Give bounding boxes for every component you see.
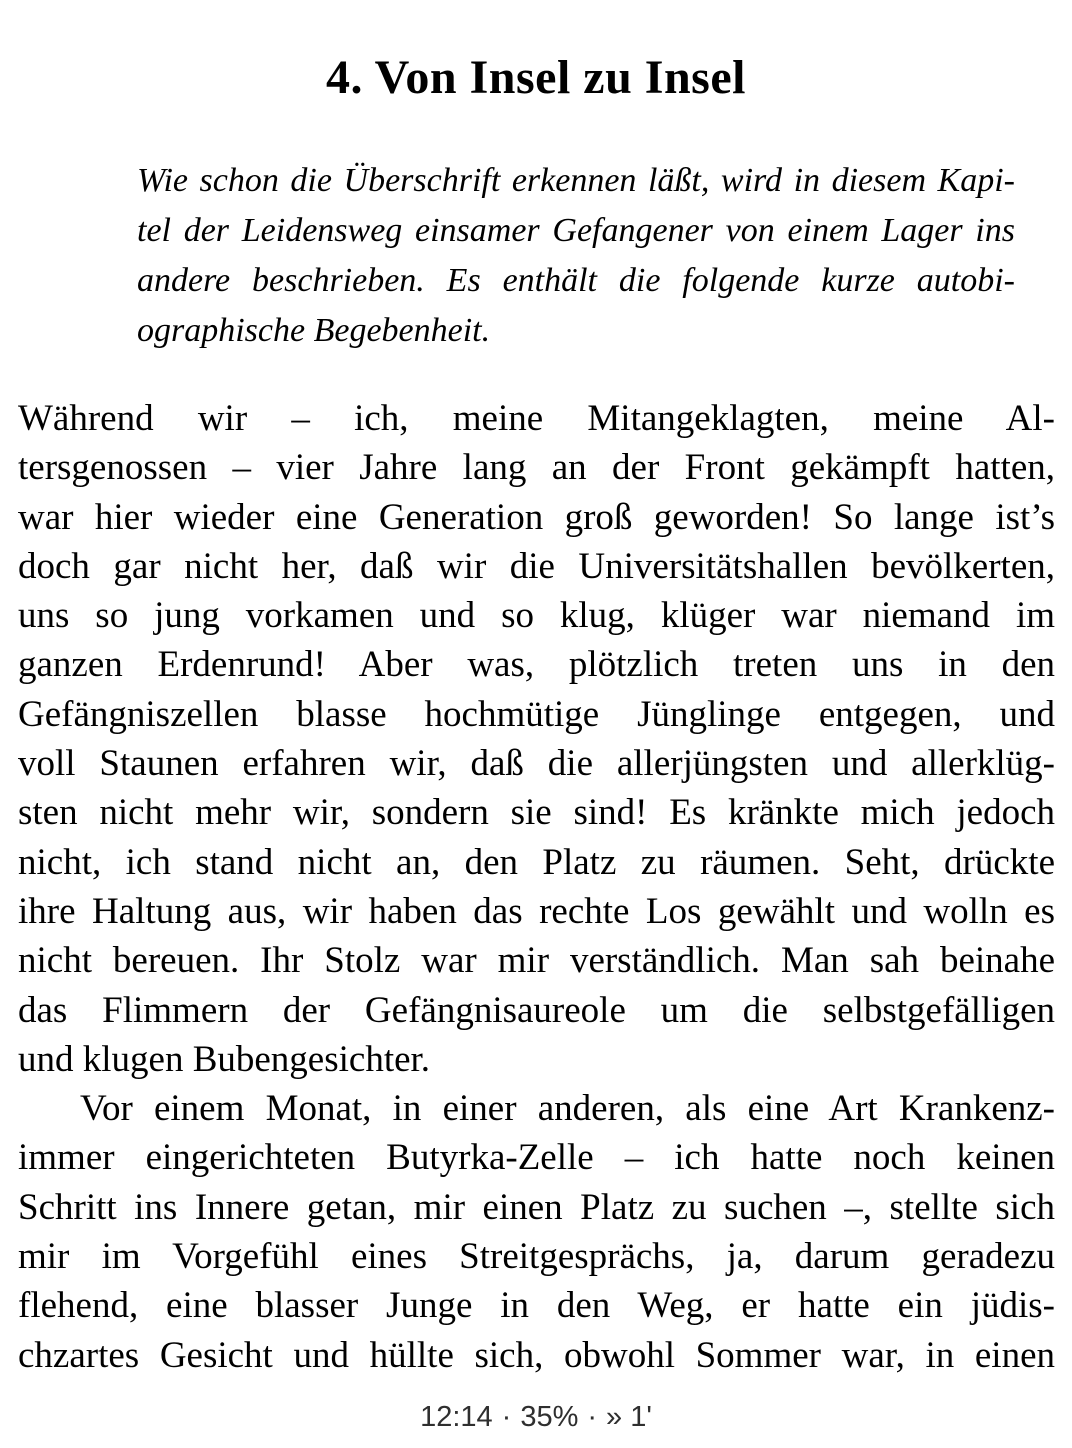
status-chapter-time-left: » 1' bbox=[606, 1401, 652, 1433]
text-line: tersgenossen – vier Jahre lang an der Front gekämpft hatten, bbox=[18, 447, 1055, 489]
text-line: immer eingerichteten Butyrka-Zelle – ich hatte noch keinen bbox=[18, 1137, 1055, 1179]
text-line: war hier wieder eine Generation groß geworden! So lange ist’s bbox=[18, 496, 1055, 538]
text-line: Schritt ins Innere getan, mir einen Platz zu suchen –, stellte sich bbox=[18, 1186, 1055, 1228]
text-line: ganzen Erdenrund! Aber was, plötzlich treten uns in den bbox=[18, 644, 1055, 686]
paragraph bbox=[18, 1084, 1055, 1380]
text-line: ographische Begebenheit. bbox=[137, 312, 491, 349]
text-line: voll Staunen erfahren wir, daß die allerjüngsten und allerklüg- bbox=[18, 743, 1055, 785]
text-line: doch gar nicht her, daß wir die Universitätshallen bevölkerten, bbox=[18, 545, 1055, 587]
text-line: Vor einem Monat, in einer anderen, als eine Art Krankenz- bbox=[80, 1088, 1055, 1130]
status-separator-icon: · bbox=[587, 1401, 598, 1433]
status-bar[interactable] bbox=[0, 1398, 1072, 1436]
text-line: andere beschrieben. Es enthält die folgende kurze autobi- bbox=[137, 262, 1015, 299]
body-text bbox=[18, 394, 1055, 1380]
chapter-epigraph bbox=[137, 156, 1015, 356]
text-line: das Flimmern der Gefängnisaureole um die selbstgefälligen bbox=[18, 989, 1055, 1031]
status-separator-icon: · bbox=[501, 1401, 512, 1433]
text-line: Während wir – ich, meine Mitangeklagten, meine Al- bbox=[18, 398, 1055, 439]
text-line: tel der Leidensweg einsamer Gefangener von einem Lager ins bbox=[137, 212, 1015, 249]
chapter-title: 4. Von Insel zu Insel bbox=[326, 51, 746, 104]
paragraph bbox=[18, 394, 1055, 1084]
text-line: Gefängniszellen blasse hochmütige Jünglinge entgegen, und bbox=[18, 693, 1055, 735]
text-line: nicht, ich stand nicht an, den Platz zu räumen. Seht, drückte bbox=[18, 841, 1055, 883]
status-time: 12:14 bbox=[420, 1401, 493, 1433]
text-line: nicht bereuen. Ihr Stolz war mir verständlich. Man sah beinahe bbox=[18, 940, 1055, 982]
text-line: Wie schon die Überschrift erkennen läßt, wird in diesem Kapi- bbox=[137, 162, 1015, 199]
text-line: chzartes Gesicht und hüllte sich, obwohl Sommer war, in einen bbox=[18, 1334, 1055, 1376]
text-line: sten nicht mehr wir, sondern sie sind! Es kränkte mich jedoch bbox=[18, 792, 1055, 834]
status-progress-percent: 35% bbox=[520, 1401, 579, 1433]
text-line: flehend, eine blasser Junge in den Weg, er hatte ein jüdis- bbox=[18, 1285, 1055, 1327]
text-line: ihre Haltung aus, wir haben das rechte Los gewählt und wolln es bbox=[18, 890, 1055, 932]
text-line: mir im Vorgefühl eines Streitgesprächs, ja, darum geradezu bbox=[18, 1236, 1055, 1278]
text-line: uns so jung vorkamen und so klug, klüger war niemand im bbox=[18, 595, 1055, 637]
text-line: und klugen Bubengesichter. bbox=[18, 1038, 431, 1080]
